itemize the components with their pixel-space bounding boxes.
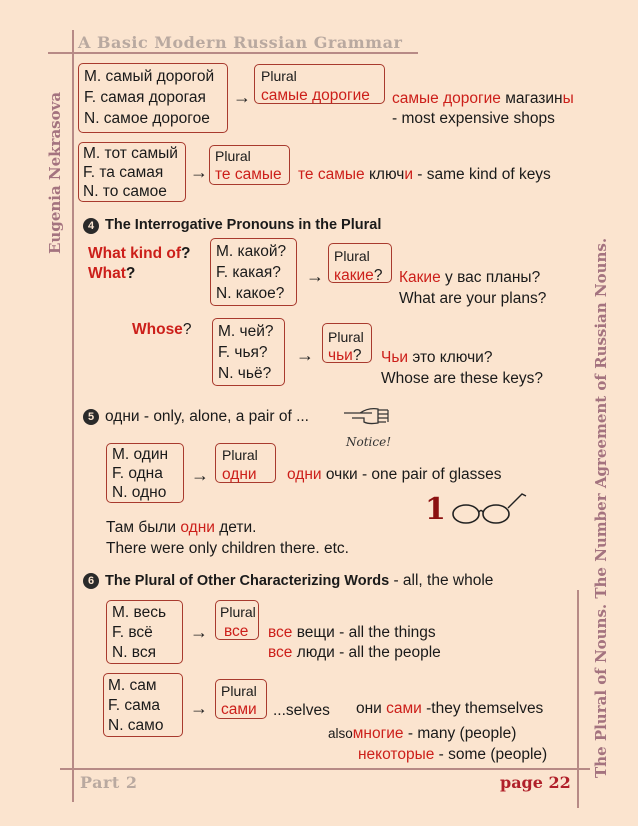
sec1-arrow-icon: → — [233, 87, 251, 107]
sec4-q2-mark: ? — [125, 265, 136, 282]
sec5-sent-a: Там были — [106, 519, 181, 536]
sec4-translation2: Whose are these keys? — [381, 370, 543, 387]
sec6-plural-label: Plural — [220, 604, 256, 620]
sec2-ex-translation: - same kind of keys — [412, 166, 551, 183]
sec5-plural-label: Plural — [222, 447, 258, 463]
sec6-ex4-black: - many (people) — [403, 725, 517, 742]
frame-bottom-line — [60, 768, 590, 770]
sec4-ex2-black: это ключи? — [408, 349, 493, 366]
sec4-ex2-red: Чьи — [381, 349, 409, 366]
sec6-number-badge: 6 — [83, 573, 99, 589]
sec4-arrow2-icon: → — [296, 345, 314, 365]
pointing-hand-icon — [342, 404, 394, 428]
sec6-ex2-red: все — [268, 644, 293, 661]
sec1-example — [392, 89, 574, 108]
frame-left-line — [72, 30, 74, 802]
sec4-q1 — [88, 244, 190, 263]
sec5-ex-red: одни — [287, 466, 322, 483]
sec2-plural-label: Plural — [215, 148, 251, 164]
sec4-q1-mark: ? — [181, 245, 191, 262]
sec5-sent-red: одни — [180, 519, 215, 536]
sec6-form-f: F. всё — [112, 624, 153, 641]
sec6-form2-m: М. сам — [108, 677, 157, 694]
sec4-form2-m: М. чей? — [218, 323, 274, 340]
sec4-q2 — [88, 264, 135, 283]
sec1-plural-label: Plural — [261, 68, 297, 84]
sec4-plural-red: какие — [334, 267, 374, 284]
sec4-ex-black: у вас планы? — [440, 269, 541, 286]
sec5-sentence-translation: There were only children there. etc. — [106, 540, 349, 557]
sec6-heading — [105, 571, 493, 591]
sec6-plural2-value: сами — [221, 701, 257, 718]
sec4-plural2-mark: ? — [352, 347, 362, 364]
sec6-plural2-label: Plural — [221, 683, 257, 699]
sec6-example3 — [356, 699, 543, 718]
sec4-form-n: N. какое? — [216, 285, 285, 302]
sec6-ex4-red: многие — [352, 725, 404, 742]
sec4-arrow-icon: → — [306, 266, 324, 286]
sec6-ex1-red: все — [268, 624, 293, 641]
sec1-form-f: F. самая дорогая — [84, 89, 206, 106]
sec6-ex5-black: - some (people) — [434, 746, 548, 763]
frame-top-line — [48, 52, 418, 54]
sec5-big-number: 1 — [425, 492, 446, 527]
sec6-ex3-red: сами — [386, 700, 422, 717]
sec6-example4 — [328, 724, 516, 743]
sec6-form2-n: N. само — [108, 717, 164, 734]
sec2-form-m: М. тот самый — [83, 145, 178, 162]
footer-page: page 22 — [500, 773, 571, 792]
sec4-q2-red: What — [88, 265, 126, 282]
sec4-number-badge: 4 — [83, 218, 99, 234]
author-vertical: Eugenia Nekrasova — [46, 91, 64, 254]
sec5-plural-value: одни — [222, 466, 257, 483]
sec6-selves: ...selves — [273, 702, 330, 719]
glasses-icon — [450, 490, 528, 526]
sec4-form-m: М. какой? — [216, 243, 287, 260]
sec6-heading-bold: The Plural of Other Characterizing Words — [105, 573, 390, 589]
sec4-form-f: F. какая? — [216, 264, 281, 281]
sec6-form2-f: F. сама — [108, 697, 161, 714]
sec4-plural-value — [334, 266, 382, 285]
sec5-notice: Notice! — [346, 435, 392, 449]
sec6-heading-rest: - all, the whole — [389, 572, 494, 589]
sec1-ex-ending: ы — [562, 90, 574, 107]
sec1-form-m: М. самый дорогой — [84, 68, 215, 85]
sec5-form-f: F. одна — [112, 465, 163, 482]
sec6-plural-value: все — [224, 623, 249, 640]
sec5-ex-black: очки - one pair of glasses — [321, 466, 502, 483]
sec4-plural2-label: Plural — [328, 329, 364, 345]
sec2-arrow-icon: → — [190, 162, 208, 182]
sec1-plural-value: самые дорогие — [261, 87, 370, 104]
sec2-ex-black: ключ — [364, 166, 405, 183]
sec6-example2 — [268, 643, 441, 662]
sec4-heading: The Interrogative Pronouns in the Plural — [105, 217, 382, 233]
sec6-ex3-b: -they themselves — [421, 700, 544, 717]
sec2-form-n: N. то самое — [83, 183, 167, 200]
sec4-whose — [132, 320, 191, 339]
sec1-form-n: N. самое дорогое — [84, 110, 210, 127]
sec6-example5 — [358, 745, 547, 764]
chapter-vertical: The Plural of Nouns. The Number Agreement of Russian Nouns. — [592, 237, 610, 778]
sec2-form-f: F. та самая — [83, 164, 164, 181]
sec2-ex-ending: и — [404, 166, 413, 183]
sec6-ex1-black: вещи - all the things — [292, 624, 436, 641]
sec5-form-m: М. один — [112, 446, 169, 463]
sec4-plural2-value — [328, 346, 361, 365]
sec1-translation: - most expensive shops — [392, 110, 555, 127]
frame-right-line — [577, 590, 579, 808]
header-title: A Basic Modern Russian Grammar — [78, 33, 403, 52]
sec1-ex-red: самые дорогие — [392, 90, 501, 107]
sec6-example1 — [268, 623, 436, 642]
sec5-arrow-icon: → — [191, 465, 209, 485]
sec4-plural-mark: ? — [373, 267, 383, 284]
sec6-arrow-icon: → — [190, 622, 208, 642]
sec4-plural2-red: чьи — [328, 347, 353, 364]
sec6-arrow2-icon: → — [190, 698, 208, 718]
sec6-also: also — [328, 726, 353, 741]
sec6-form-m: М. весь — [112, 604, 167, 621]
footer-part: Part 2 — [80, 773, 138, 792]
sec5-number-badge: 5 — [83, 409, 99, 425]
sec1-ex-black: магазин — [500, 90, 563, 107]
sec2-ex-red: те самые — [298, 166, 365, 183]
sec5-form-n: N. одно — [112, 484, 167, 501]
sec4-example2 — [381, 348, 492, 367]
sec5-heading: одни - only, alone, a pair of ... — [105, 408, 309, 425]
sec2-example — [298, 165, 551, 184]
sec4-form2-f: F. чья? — [218, 344, 268, 361]
sec4-translation: What are your plans? — [399, 290, 547, 307]
sec4-whose-red: Whose — [132, 321, 183, 338]
sec5-sentence — [106, 518, 256, 537]
sec6-ex5-red: некоторые — [358, 746, 435, 763]
sec4-q1-red: What kind of — [88, 245, 181, 262]
sec6-ex2-black: люди - all the people — [292, 644, 441, 661]
sec5-example — [287, 465, 502, 484]
sec5-sent-b: дети. — [214, 519, 257, 536]
sec6-ex3-a: они — [356, 700, 387, 717]
sec4-ex-red: Какие — [399, 269, 441, 286]
sec4-whose-mark: ? — [182, 321, 192, 338]
sec6-form-n: N. вся — [112, 644, 157, 661]
sec2-plural-value: те самые — [215, 166, 282, 183]
sec4-example — [399, 268, 540, 287]
sec4-form2-n: N. чьё? — [218, 365, 272, 382]
sec4-plural-label: Plural — [334, 248, 370, 264]
